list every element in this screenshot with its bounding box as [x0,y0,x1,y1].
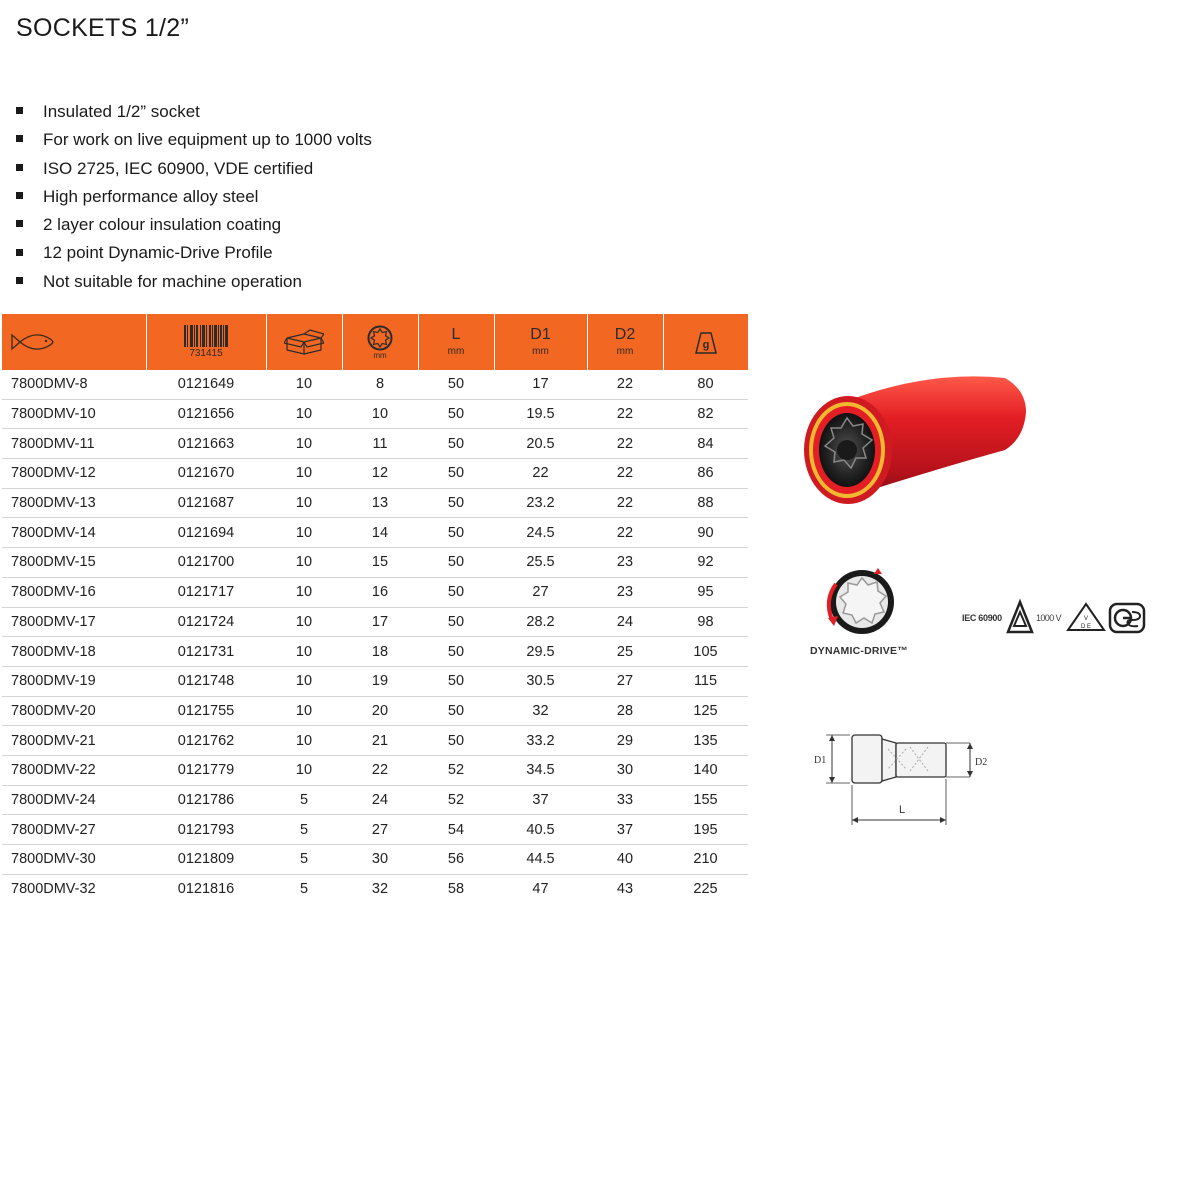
d2-cell: 22 [587,429,663,459]
table-row [2,459,748,489]
ean-cell: 0121809 [146,845,266,875]
table-row [2,607,748,637]
feature-item: Insulated 1/2” socket [16,98,372,126]
ean-cell: 0121755 [146,696,266,726]
reference-cell: 7800DMV-32 [11,881,96,898]
d2-cell: 28 [587,696,663,726]
length-cell: 50 [418,607,494,637]
reference-cell: 7800DMV-12 [2,459,146,489]
reference-cell: 7800DMV-19 [2,666,146,696]
reference-cell: 7800DMV-18 [2,637,146,667]
ean-cell: 0121779 [146,755,266,785]
length-cell: 50 [418,488,494,518]
bullet-square-icon [16,135,23,142]
reference-cell: 7800DMV-22 [2,755,146,785]
header-size [342,314,418,370]
d1-cell: 17 [494,370,587,399]
weight-cell: 140 [663,755,748,785]
table-row [2,429,748,459]
ean-cell: 0121724 [146,607,266,637]
bullet-square-icon [16,164,23,171]
d2-cell: 37 [587,815,663,845]
size-unit: mm [373,350,387,360]
fish-icon [10,331,54,353]
table-row [2,577,748,607]
pack-cell: 5 [266,815,342,845]
d2-cell: 27 [587,666,663,696]
d2-cell: 22 [587,370,663,399]
bullet-square-icon [16,220,23,227]
d2-cell: 29 [587,726,663,756]
d2-cell: 40 [587,845,663,875]
ean-cell: 0121663 [146,429,266,459]
d2-cell: 30 [587,755,663,785]
table-row [2,548,748,578]
feature-item: High performance alloy steel [16,183,372,211]
length-cell: 50 [418,518,494,548]
socket-size-icon [367,325,393,351]
d1-cell: 33.2 [494,726,587,756]
reference-cell: 7800DMV-30 [2,845,146,875]
ean-cell: 0121687 [146,488,266,518]
weight-cell: 82 [663,399,748,429]
ean-cell: 0121748 [146,666,266,696]
table-row [2,785,748,815]
ean-cell: 0121816 [177,881,235,898]
table-row [2,755,748,785]
header-d1: D1 mm [494,314,587,370]
weight-cell: 80 [663,370,748,399]
pack-cell: 10 [266,429,342,459]
length-cell: 50 [418,637,494,667]
size-cell: 30 [342,845,418,875]
length-cell: 56 [418,845,494,875]
reference-cell: 7800DMV-27 [2,815,146,845]
ean-cell: 0121793 [146,815,266,845]
weight-cell: 195 [663,815,748,845]
weight-cell: 86 [663,459,748,489]
d1-cell: 27 [494,577,587,607]
dynamic-drive-profile-icon [800,560,930,650]
header-d2: D2 mm [587,314,663,370]
header-barcode [146,314,266,370]
d1-cell: 28.2 [494,607,587,637]
d2-cell: 25 [587,637,663,667]
svg-text:D E: D E [1080,624,1092,630]
header-reference [2,314,146,370]
weight-cell: 98 [663,607,748,637]
length-cell: 50 [418,429,494,459]
weight-cell: 92 [663,548,748,578]
feature-item: For work on live equipment up to 1000 volts [16,126,372,154]
pack-cell: 10 [266,518,342,548]
size-cell: 15 [342,548,418,578]
d2-cell: 23 [587,577,663,607]
d2-cell: 23 [587,548,663,578]
table-body [2,370,748,903]
pack-cell: 10 [266,637,342,667]
reference-cell: 7800DMV-21 [2,726,146,756]
weight-cell: 135 [663,726,748,756]
pack-cell: 10 [266,488,342,518]
weight-cell: 90 [663,518,748,548]
bullet-square-icon [16,107,23,114]
ean-cell: 0121786 [146,785,266,815]
weight-cell: 155 [663,785,748,815]
reference-cell: 7800DMV-13 [2,488,146,518]
reference-cell: 7800DMV-11 [2,429,146,459]
socket-dimension-diagram [810,725,1000,835]
gs-mark-icon [1110,604,1144,632]
weight-cell: 105 [663,637,748,667]
d2-cell: 33 [587,785,663,815]
reference-cell: 7800DMV-8 [2,370,146,399]
d2-cell: 24 [587,607,663,637]
d1-cell: 25.5 [494,548,587,578]
reference-cell: 7800DMV-14 [2,518,146,548]
length-cell: 50 [418,370,494,399]
size-cell: 12 [342,459,418,489]
reference-cell: 7800DMV-10 [2,399,146,429]
pack-cell: 10 [266,755,342,785]
table-row [2,518,748,548]
length-cell: 52 [418,755,494,785]
size-cell: 14 [342,518,418,548]
d1-cell: 24.5 [494,518,587,548]
length-label: L [899,804,906,816]
pack-cell: 10 [266,696,342,726]
iec-standard-label: IEC 60900 [962,613,1002,623]
bullet-square-icon [16,192,23,199]
pack-cell: 10 [266,548,342,578]
barcode-prefix: 731415 [189,348,223,359]
weight-cell: 125 [663,696,748,726]
length-cell: 50 [418,577,494,607]
ean-cell: 0121656 [146,399,266,429]
ean-cell: 0121700 [146,548,266,578]
barcode-icon [183,325,229,347]
table-row [2,399,748,429]
feature-list [16,98,372,296]
length-cell: 54 [418,815,494,845]
size-cell: 24 [342,785,418,815]
size-cell: 27 [342,815,418,845]
length-cell: 52 [418,785,494,815]
size-cell: 19 [342,666,418,696]
size-cell: 21 [342,726,418,756]
reference-cell: 7800DMV-16 [2,577,146,607]
pack-cell: 10 [266,577,342,607]
ean-cell: 0121670 [146,459,266,489]
table-row [2,696,748,726]
weight-icon [693,329,719,355]
length-cell: 50 [418,696,494,726]
pack-cell: 10 [266,399,342,429]
pack-cell: 10 [266,607,342,637]
weight-cell: 115 [663,666,748,696]
table-row [2,726,748,756]
dynamic-drive-label: DYNAMIC-DRIVE™ [810,645,908,657]
pack-cell: 5 [266,785,342,815]
weight-cell: 88 [663,488,748,518]
svg-text:V: V [1083,616,1089,622]
pack-cell: 10 [266,726,342,756]
weight-cell: 95 [663,577,748,607]
size-cell: 32 [371,881,389,898]
ean-cell: 0121731 [146,637,266,667]
d1-label: D1 [814,755,827,766]
d2-cell: 43 [616,881,634,898]
d1-cell: 40.5 [494,815,587,845]
length-cell: 50 [418,666,494,696]
d1-cell: 22 [494,459,587,489]
pack-cell: 10 [266,459,342,489]
d1-cell: 44.5 [494,845,587,875]
voltage-rating-label: 1000 V [1036,613,1061,623]
table-row [2,666,748,696]
table-header-row [2,314,748,370]
weight-cell: 84 [663,429,748,459]
d2-cell: 22 [587,459,663,489]
socket-spec-table [2,314,748,903]
bullet-square-icon [16,249,23,256]
size-cell: 16 [342,577,418,607]
ean-cell: 0121649 [146,370,266,399]
d1-cell: 23.2 [494,488,587,518]
header-pack-quantity [266,314,342,370]
d2-cell: 22 [587,399,663,429]
feature-item: ISO 2725, IEC 60900, VDE certified [16,155,372,183]
d1-cell: 47 [532,881,549,898]
table-row [2,637,748,667]
feature-item: Not suitable for machine operation [16,268,372,296]
size-cell: 20 [342,696,418,726]
svg-text:g: g [702,339,710,351]
d2-cell: 22 [587,518,663,548]
reference-cell: 7800DMV-17 [2,607,146,637]
feature-item: 12 point Dynamic-Drive Profile [16,239,372,267]
d2-label: D2 [975,757,988,768]
header-weight [663,314,748,370]
bullet-square-icon [16,277,23,284]
box-icon [284,329,324,355]
ean-cell: 0121694 [146,518,266,548]
header-length: L mm [418,314,494,370]
d1-cell: 20.5 [494,429,587,459]
page-title: SOCKETS 1/2” [16,14,190,42]
table-row [2,815,748,845]
table-row [2,845,748,875]
table-row [2,874,748,903]
length-cell: 50 [418,548,494,578]
weight-cell: 210 [663,845,748,875]
d1-cell: 37 [494,785,587,815]
pack-cell: 10 [266,370,342,399]
table-row [2,370,748,399]
weight-cell: 225 [693,881,718,898]
reference-cell: 7800DMV-24 [2,785,146,815]
pack-cell: 10 [266,666,342,696]
vde-mark-icon [1068,604,1104,630]
length-cell: 58 [447,881,465,898]
ean-cell: 0121762 [146,726,266,756]
insulated-socket-photo [800,340,1040,530]
size-cell: 8 [342,370,418,399]
pack-cell: 5 [266,845,342,875]
reference-cell: 7800DMV-15 [2,548,146,578]
d1-cell: 19.5 [494,399,587,429]
length-cell: 50 [418,399,494,429]
double-triangle-1000v-icon [1008,602,1032,632]
reference-cell: 7800DMV-20 [2,696,146,726]
pack-cell: 5 [299,881,309,898]
ean-cell: 0121717 [146,577,266,607]
size-cell: 10 [342,399,418,429]
d1-cell: 34.5 [494,755,587,785]
size-cell: 22 [342,755,418,785]
length-cell: 50 [418,726,494,756]
d1-cell: 30.5 [494,666,587,696]
feature-item: 2 layer colour insulation coating [16,211,372,239]
length-cell: 50 [418,459,494,489]
d1-cell: 29.5 [494,637,587,667]
size-cell: 11 [342,429,418,459]
size-cell: 18 [342,637,418,667]
size-cell: 13 [342,488,418,518]
size-cell: 17 [342,607,418,637]
d1-cell: 32 [494,696,587,726]
table-row [2,488,748,518]
d2-cell: 22 [587,488,663,518]
